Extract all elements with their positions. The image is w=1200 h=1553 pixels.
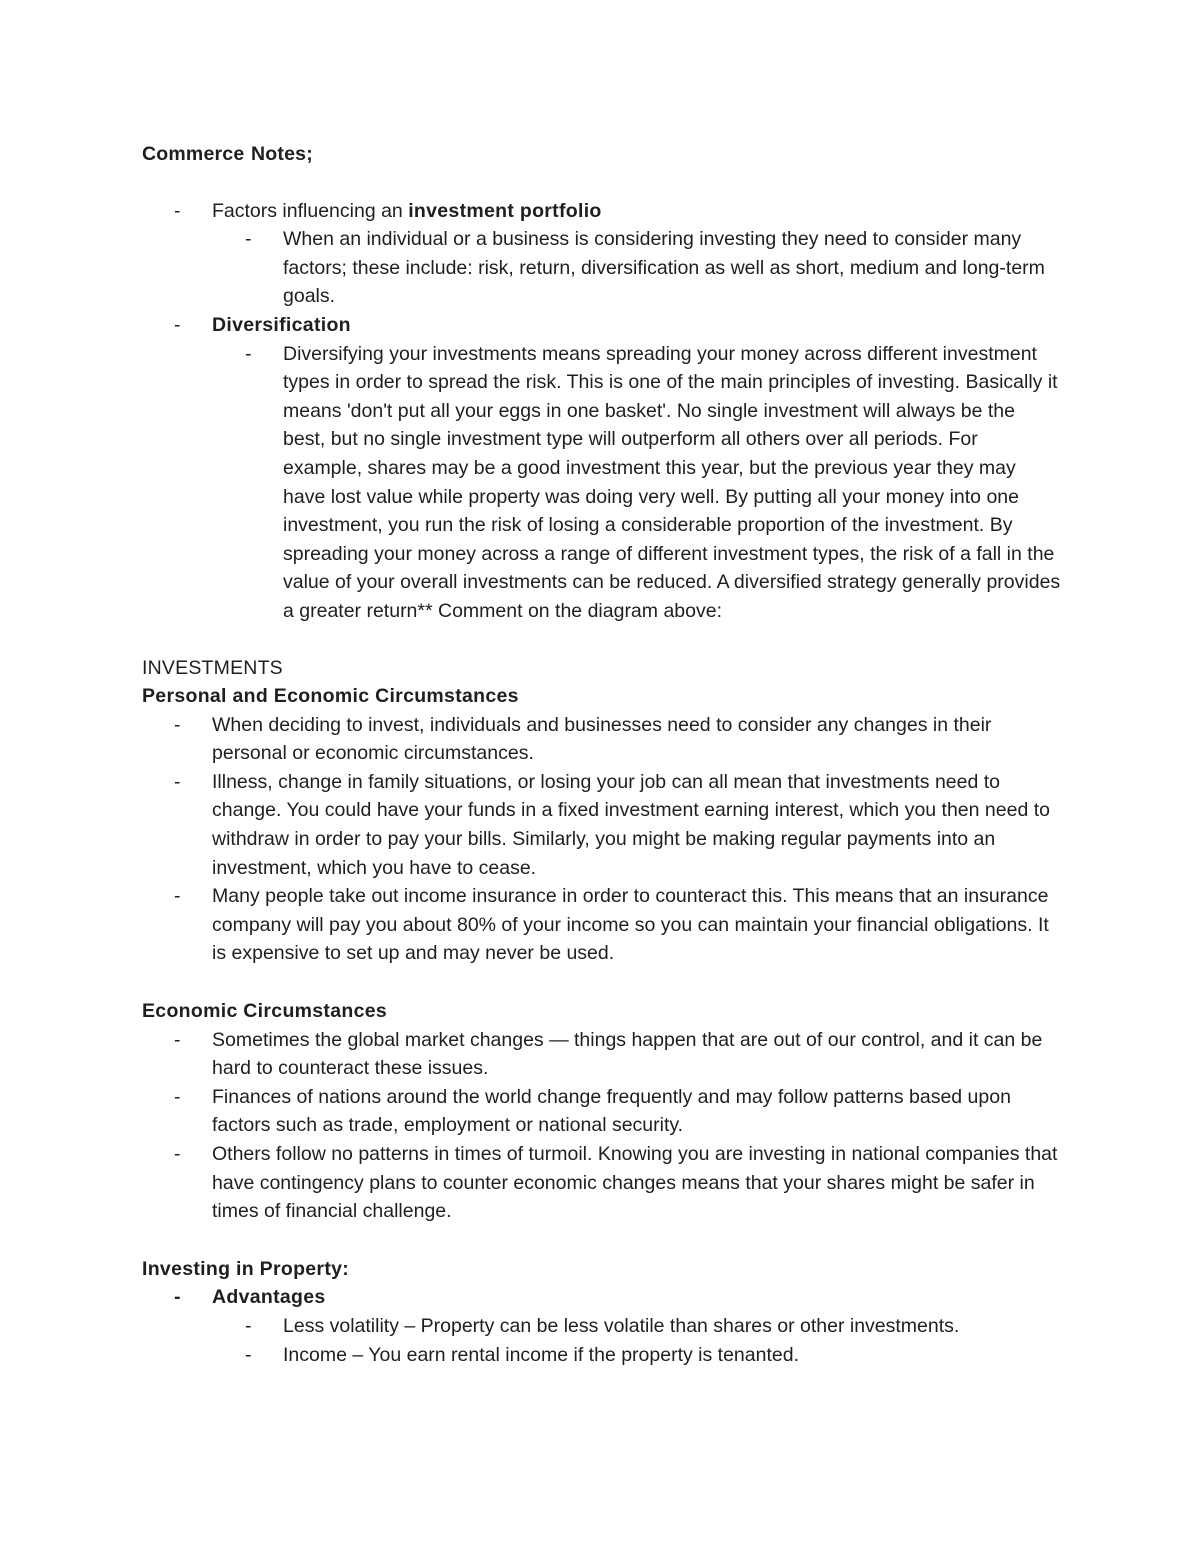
list-item (142, 1341, 1062, 1370)
factors-detail-text: When an individual or a business is considering investing they need to consider many factors; these include: risk, return, diversification as well as short, medium and long-term goals. (283, 228, 1045, 308)
economic-heading: Economic Circumstances (142, 1000, 388, 1023)
list-item-text: Sometimes the global market changes — things happen that are out of our control, and it can be hard to counteract these issues. (212, 1028, 1043, 1080)
bullet-dash: - (174, 313, 181, 336)
document-page (142, 140, 1062, 1369)
personal-list (142, 711, 1062, 968)
diversification-label: Diversification (212, 313, 351, 336)
bullet-dash: - (174, 1085, 181, 1108)
list-item (142, 768, 1062, 882)
list-item-text: Others follow no patterns in times of turmoil. Knowing you are investing in national companies that have contingency plans to counter economic changes means that your shares might be safer in times of financial challenge. (212, 1143, 1058, 1223)
list-item (142, 1312, 1062, 1341)
advantages-label: Advantages (212, 1286, 326, 1309)
list-item (142, 1083, 1062, 1140)
bullet-dash: - (174, 1286, 181, 1309)
property-heading: Investing in Property: (142, 1257, 350, 1280)
list-item (142, 1140, 1062, 1226)
bullet-dash: - (245, 228, 252, 251)
list-item-diversification (142, 311, 1062, 340)
document-title: Commerce Notes; (142, 143, 313, 165)
list-item-text: Finances of nations around the world change frequently and may follow patterns based upon factors such as trade, employment or national security. (212, 1085, 1011, 1137)
bullet-dash: - (245, 342, 252, 365)
list-item (142, 1026, 1062, 1083)
property-list (142, 1283, 1062, 1369)
bullet-dash: - (174, 770, 181, 793)
list-item-advantages (142, 1283, 1062, 1312)
list-item-factors-detail (142, 225, 1062, 311)
portfolio-list (142, 197, 1062, 626)
factors-bold-text: investment portfolio (408, 199, 602, 222)
list-item-text: Less volatility – Property can be less volatile than shares or other investments. (283, 1314, 960, 1337)
list-item-diversification-detail (142, 340, 1062, 626)
factors-text: Factors influencing an (212, 199, 409, 222)
diversification-detail-text: Diversifying your investments means spreading your money across different investment types in order to spread the risk. This is one of the main principles of investing. Basically it means 'don't put all your eggs in one basket'. No single investment will always be the best, but no single investment type will outperform all others over all periods. For example, shares may be a good investment this year, but the previous year they may have lost value while property was doing very well. By putting all your money into one investment, you run the risk of losing a considerable proportion of the investment. By spreading your money across a range of different investment types, the risk of a fall in the value of your overall investments can be reduced. A diversified strategy generally provides a greater return** Comment on the diagram above: (283, 342, 1061, 622)
bullet-dash: - (245, 1343, 252, 1366)
list-item (142, 711, 1062, 768)
bullet-dash: - (174, 1143, 181, 1165)
list-item (142, 882, 1062, 968)
investments-heading: INVESTMENTS (142, 656, 283, 679)
list-item-text: When deciding to invest, individuals and businesses need to consider any changes in their personal or economic circumstances. (212, 713, 992, 765)
list-item-factors (142, 197, 1062, 226)
bullet-dash: - (174, 713, 181, 736)
bullet-dash: - (174, 885, 181, 908)
personal-heading: Personal and Economic Circumstances (142, 685, 519, 708)
list-item-text: Many people take out income insurance in order to counteract this. This means that an insurance company will pay you about 80% of your income so you can maintain your financial obligations. It is expensive to set up and may never be used. (212, 885, 1049, 965)
list-item-text: Income – You earn rental income if the property is tenanted. (283, 1343, 799, 1366)
economic-list (142, 1026, 1062, 1226)
bullet-dash: - (174, 1028, 181, 1051)
bullet-dash: - (245, 1314, 252, 1337)
list-item-text: Illness, change in family situations, or losing your job can all mean that investments need to change. You could have your funds in a fixed investment earning interest, which you then need to withdraw in order to pay your bills. Similarly, you might be making regular payments into an investment, which you have to cease. (212, 770, 1050, 879)
bullet-dash: - (174, 199, 181, 222)
